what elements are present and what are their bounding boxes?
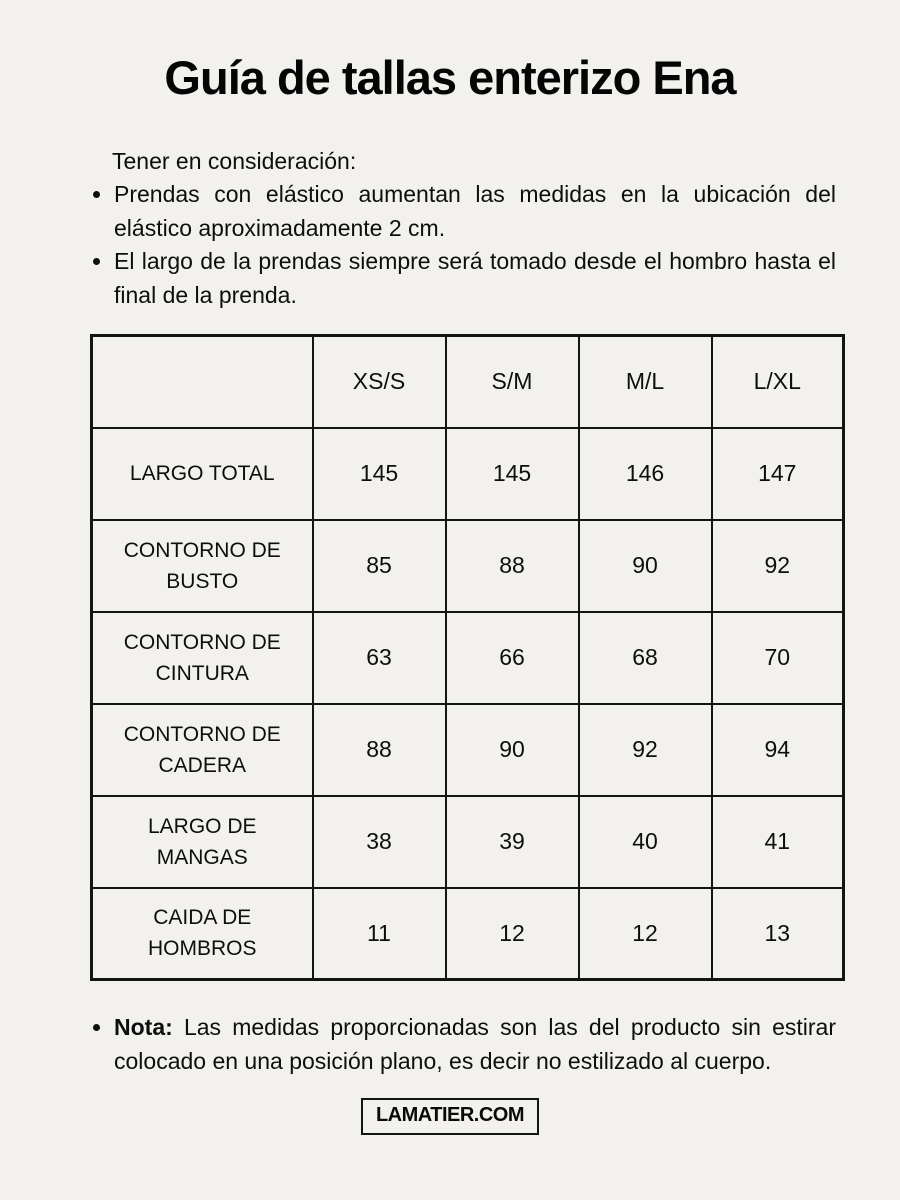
measurement-label: LARGO DE MANGAS: [92, 796, 313, 888]
measurement-value: 68: [579, 612, 712, 704]
considerations-list: [90, 178, 836, 312]
note-text: Las medidas proporcionadas son las del producto sin estirar colocado en una posición plano, es decir no estilizado al cuerpo.: [114, 1014, 836, 1074]
table-row: [92, 612, 844, 704]
measurement-value: 11: [313, 888, 446, 980]
measurement-value: 12: [446, 888, 579, 980]
measurement-value: 70: [712, 612, 844, 704]
measurement-value: 38: [313, 796, 446, 888]
size-table: [90, 334, 845, 981]
measurement-value: 94: [712, 704, 844, 796]
measurement-value: 85: [313, 520, 446, 612]
measurement-value: 12: [579, 888, 712, 980]
measurement-value: 147: [712, 428, 844, 520]
measurement-label: CONTORNO DE CINTURA: [92, 612, 313, 704]
size-column-header: L/XL: [712, 336, 844, 428]
measurement-value: 145: [446, 428, 579, 520]
measurement-value: 66: [446, 612, 579, 704]
measurement-value: 88: [446, 520, 579, 612]
note-list: [90, 1011, 836, 1078]
consideration-item: • El largo de la prendas siempre será tomado desde el hombro hasta el final de la prenda.: [114, 245, 836, 312]
size-column-header: M/L: [579, 336, 712, 428]
measurement-label: CONTORNO DE CADERA: [92, 704, 313, 796]
measurement-value: 39: [446, 796, 579, 888]
measurement-value: 41: [712, 796, 844, 888]
note-item: [114, 1011, 836, 1078]
measurement-value: 92: [579, 704, 712, 796]
table-row: [92, 888, 844, 980]
size-table-corner-cell: [92, 336, 313, 428]
measurement-value: 145: [313, 428, 446, 520]
measurement-value: 90: [579, 520, 712, 612]
considerations-heading: Tener en consideración:: [112, 148, 357, 174]
note-label: Nota:: [114, 1014, 173, 1040]
table-row: [92, 796, 844, 888]
size-column-header: S/M: [446, 336, 579, 428]
brand-box: LAMATIER.COM: [361, 1098, 539, 1135]
measurement-value: 88: [313, 704, 446, 796]
measurement-value: 63: [313, 612, 446, 704]
measurement-value: 90: [446, 704, 579, 796]
table-row: [92, 520, 844, 612]
table-row: [92, 704, 844, 796]
table-row: [92, 428, 844, 520]
measurement-value: 146: [579, 428, 712, 520]
measurement-label: CAIDA DE HOMBROS: [92, 888, 313, 980]
content-column: [90, 145, 842, 1078]
consideration-item: • Prendas con elástico aumentan las medidas en la ubicación del elástico aproximadamente 2 cm.: [114, 178, 836, 245]
size-table-header-row: [92, 336, 844, 428]
size-column-header: XS/S: [313, 336, 446, 428]
measurement-value: 13: [712, 888, 844, 980]
measurement-value: 92: [712, 520, 844, 612]
measurement-value: 40: [579, 796, 712, 888]
page-title: Guía de tallas enterizo Ena: [164, 51, 736, 104]
footer: [0, 1098, 900, 1135]
measurement-label: LARGO TOTAL: [92, 428, 313, 520]
measurement-label: CONTORNO DE BUSTO: [92, 520, 313, 612]
